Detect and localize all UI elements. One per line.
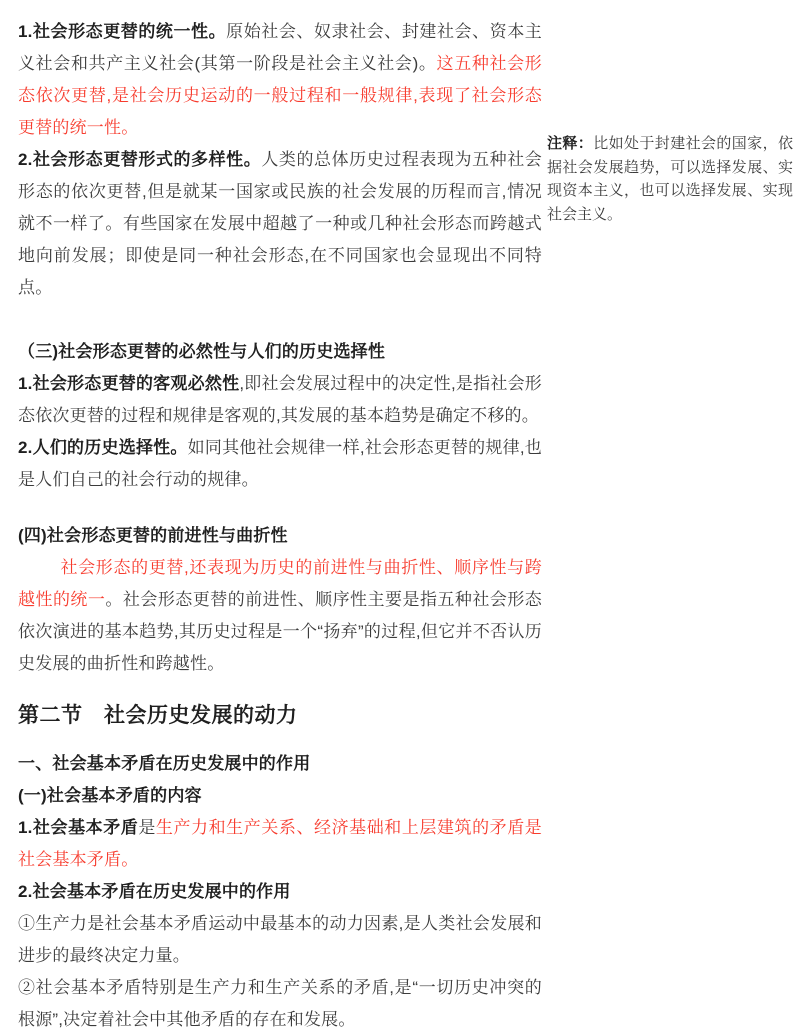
para-basic-contradiction-definition bbox=[18, 812, 542, 876]
para-diversity-of-forms bbox=[18, 144, 542, 304]
text-segment: ①生产力是社会基本矛盾运动中最基本的动力因素,是人类社会发展和进步的最终决定力量。 bbox=[18, 914, 542, 965]
text-segment: 一、社会基本矛盾在历史发展中的作用 bbox=[18, 754, 311, 773]
text-segment: 2.社会基本矛盾在历史发展中的作用 bbox=[18, 882, 291, 901]
text-segment: 人类的总体历史过程表现为五种社会形态的依次更替,但是就某一国家或民族的社会发展的历程而言,情况就不一样了。有些国家在发展中超越了一种或几种社会形态而跨越式地向前发展；即使是同一种社会形态,在不同国家也会显现出不同特点。 bbox=[18, 150, 542, 297]
margin-note bbox=[547, 132, 793, 226]
heading-section-two bbox=[18, 698, 542, 734]
para-unity-of-social-formation bbox=[18, 16, 542, 144]
text-segment: (一)社会基本矛盾的内容 bbox=[18, 786, 202, 805]
text-segment: 1.社会基本矛盾 bbox=[18, 818, 139, 837]
text-segment: 1.社会形态更替的客观必然性 bbox=[18, 374, 240, 393]
text-segment: ②社会基本矛盾特别是生产力和生产关系的矛盾,是“一切历史冲突的根源”,决定着社会中其他矛盾的存在和发展。 bbox=[18, 978, 542, 1029]
heading-basic-contradiction-content bbox=[18, 780, 542, 812]
para-root-of-historical-conflict bbox=[18, 972, 542, 1036]
para-progress-and-tortuosity bbox=[18, 552, 542, 680]
text-segment: 这五种社会形态依次更替,是社会历史运动的一般过程和一般规律,表现了社会形态更替的统一性。 bbox=[18, 54, 542, 137]
text-segment: 2.社会形态更替形式的多样性。 bbox=[18, 150, 262, 169]
text-segment: 生产力和生产关系、经济基础和上层建筑的矛盾是社会基本矛盾。 bbox=[18, 818, 543, 869]
heading-progress-and-tortuosity bbox=[18, 520, 542, 552]
text-segment: 如同其他社会规律一样,社会形态更替的规律,也是人们自己的社会行动的规律。 bbox=[18, 438, 542, 489]
text-segment: （三)社会形态更替的必然性与人们的历史选择性 bbox=[18, 342, 386, 361]
text-segment: 注释： bbox=[547, 135, 594, 152]
text-segment: (四)社会形态更替的前进性与曲折性 bbox=[18, 526, 288, 545]
document-body bbox=[18, 16, 542, 1036]
para-productive-forces bbox=[18, 908, 542, 972]
heading-basic-contradiction-role bbox=[18, 748, 542, 780]
text-segment: 原始社会、奴隶社会、封建社会、资本主义社会和共产主义社会(其第一阶段是社会主义社会)。 bbox=[18, 22, 542, 73]
para-objective-necessity bbox=[18, 368, 542, 432]
para-historical-choice bbox=[18, 432, 542, 496]
text-segment: 比如处于封建社会的国家，依据社会发展趋势，可以选择发展、实现资本主义，也可以选择发展、实现社会主义。 bbox=[547, 135, 793, 223]
text-segment: 第二节 社会历史发展的动力 bbox=[18, 704, 298, 727]
text-segment: 2.人们的历史选择性。 bbox=[18, 438, 188, 457]
heading-necessity-and-choice bbox=[18, 336, 542, 368]
heading-role-in-history bbox=[18, 876, 542, 908]
text-segment: 是 bbox=[138, 818, 156, 837]
text-segment: 。社会形态更替的前进性、顺序性主要是指五种社会形态依次演进的基本趋势,其历史过程是一个“扬弃”的过程,但它并不否认历史发展的曲折性和跨越性。 bbox=[18, 590, 543, 673]
text-segment: 社会形态的更替,还表现为历史的前进性与曲折性、顺序性与跨越性的统一 bbox=[18, 558, 542, 609]
text-segment: ,即社会发展过程中的决定性,是指社会形态依次更替的过程和规律是客观的,其发展的基本趋势是确定不移的。 bbox=[18, 374, 543, 425]
text-segment: 1.社会形态更替的统一性。 bbox=[18, 22, 227, 41]
